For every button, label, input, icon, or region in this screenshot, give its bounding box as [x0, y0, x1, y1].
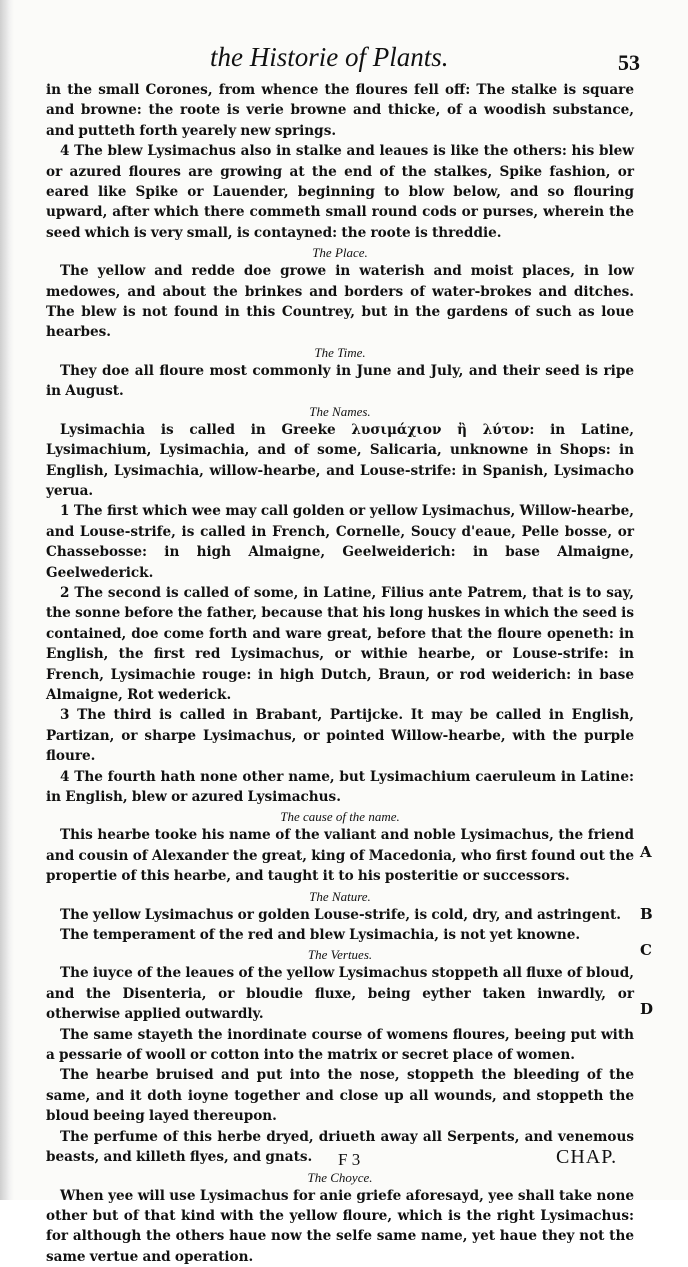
- paragraph-place: The yellow and redde doe growe in waterish and moist places, in low medowes, and about the brinkes and borders of water-brokes and ditches. The blew is not found in this Countrey, but in the gardens of such as loue hearbes.: [46, 261, 634, 343]
- section-heading-cause-of-name: The cause of the name.: [46, 808, 634, 825]
- margin-letter-b: B: [640, 905, 653, 923]
- paragraph-vertue-c: The hearbe bruised and put into the nose, stoppeth the bleeding of the same, and it doth ioyne together and close up all wounds, and stoppeth the bloud beeing layed thereupon.: [46, 1065, 634, 1126]
- paragraph-description-continued: in the small Corones, from whence the floures fell off: The stalke is square and browne: the roote is verie browne and thicke, of a woodish substance, and putteth forth yearely new springs.: [46, 80, 634, 141]
- margin-letter-a: A: [640, 843, 652, 861]
- paragraph-names: Lysimachia is called in Greeke λυσιμάχιον ἢ λύτον: in Latine, Lysimachium, Lysimachia, and of some, Salicaria, unknowne in Shops: in English, Lysimachia, willow-hearbe, and Louse-strife: in Spanish, Lysimacho yerua.: [46, 420, 634, 502]
- paragraph-vertue-d: The perfume of this herbe dryed, driueth away all Serpents, and venemous beasts, and killeth flyes, and gnats.: [46, 1127, 634, 1168]
- paragraph-blew-lysimachus: 4 The blew Lysimachus also in stalke and leaues is like the others: his blew or azured floures are growing at the end of the stalkes, Spike fashion, or eared like Spike or Lauender, beginning to blow below, and so flouring upward, after which there commeth small round cods or purses, wherein the seed which is very small, is contayned: the roote is threddie.: [46, 141, 634, 243]
- section-heading-place: The Place.: [46, 244, 634, 261]
- paragraph-nature-yellow: The yellow Lysimachus or golden Louse-strife, is cold, dry, and astringent.: [46, 905, 634, 925]
- paragraph-names-fourth: 4 The fourth hath none other name, but Lysimachium caeruleum in Latine: in English, blew or azured Lysimachus.: [46, 767, 634, 808]
- margin-letter-c: C: [640, 941, 652, 959]
- page-number: 53: [618, 50, 640, 76]
- paragraph-cause-of-name: This hearbe tooke his name of the valiant and noble Lysimachus, the friend and cousin of Alexander the great, king of Macedonia, who first found out the propertie of this hearbe, and taught it to his posteritie or successors.: [46, 825, 634, 886]
- page-gutter-shadow: [0, 0, 14, 1200]
- paragraph-time: They doe all floure most commonly in June and July, and their seed is ripe in August.: [46, 361, 634, 402]
- signature-mark: F 3: [338, 1150, 360, 1170]
- section-heading-time: The Time.: [46, 344, 634, 361]
- page-body: [46, 80, 634, 1267]
- catchword: CHAP.: [556, 1146, 617, 1169]
- paragraph-names-second: 2 The second is called of some, in Latine, Filius ante Patrem, that is to say, the sonne before the father, because that his long huskes in which the seed is contained, doe come forth and ware great, before that the floure openeth: in English, the first red Lysimachus, or withie hearbe, or Louse-strife: in French, Lysimachie rouge: in high Dutch, Braun, or rod weiderich: in base Almaigne, Rot wederick.: [46, 583, 634, 705]
- running-title: the Historie of Plants.: [210, 42, 610, 72]
- paragraph-vertue-a: The iuyce of the leaues of the yellow Lysimachus stoppeth all fluxe of bloud, and the Disenteria, or bloudie fluxe, being eyther taken inwardly, or otherwise applied outwardly.: [46, 963, 634, 1024]
- section-heading-choyce: The Choyce.: [46, 1169, 634, 1186]
- section-heading-vertues: The Vertues.: [46, 946, 634, 963]
- paragraph-choyce: When yee will use Lysimachus for anie griefe aforesayd, yee shall take none other but of that kind with the yellow floure, which is the right Lysimachus: for although the others haue now the selfe same name, yet haue they not the same vertue and operation.: [46, 1186, 634, 1267]
- paragraph-vertue-b: The same stayeth the inordinate course of womens floures, beeing put with a pessarie of wooll or cotton into the matrix or secret place of women.: [46, 1025, 634, 1066]
- section-heading-nature: The Nature.: [46, 888, 634, 905]
- margin-letter-d: D: [640, 1000, 653, 1018]
- paragraph-names-first: 1 The first which wee may call golden or yellow Lysimachus, Willow-hearbe, and Louse-strife, is called in French, Cornelle, Soucy d'eaue, Pelle bosse, or Chassebosse: in high Almaigne, Geelweiderich: in base Almaigne, Geelwederick.: [46, 501, 634, 583]
- paragraph-nature-red-blew: The temperament of the red and blew Lysimachia, is not yet knowne.: [46, 925, 634, 945]
- section-heading-names: The Names.: [46, 403, 634, 420]
- paragraph-names-third: 3 The third is called in Brabant, Partijcke. It may be called in English, Partizan, or sharpe Lysimachus, or pointed Willow-hearbe, with the purple floure.: [46, 705, 634, 766]
